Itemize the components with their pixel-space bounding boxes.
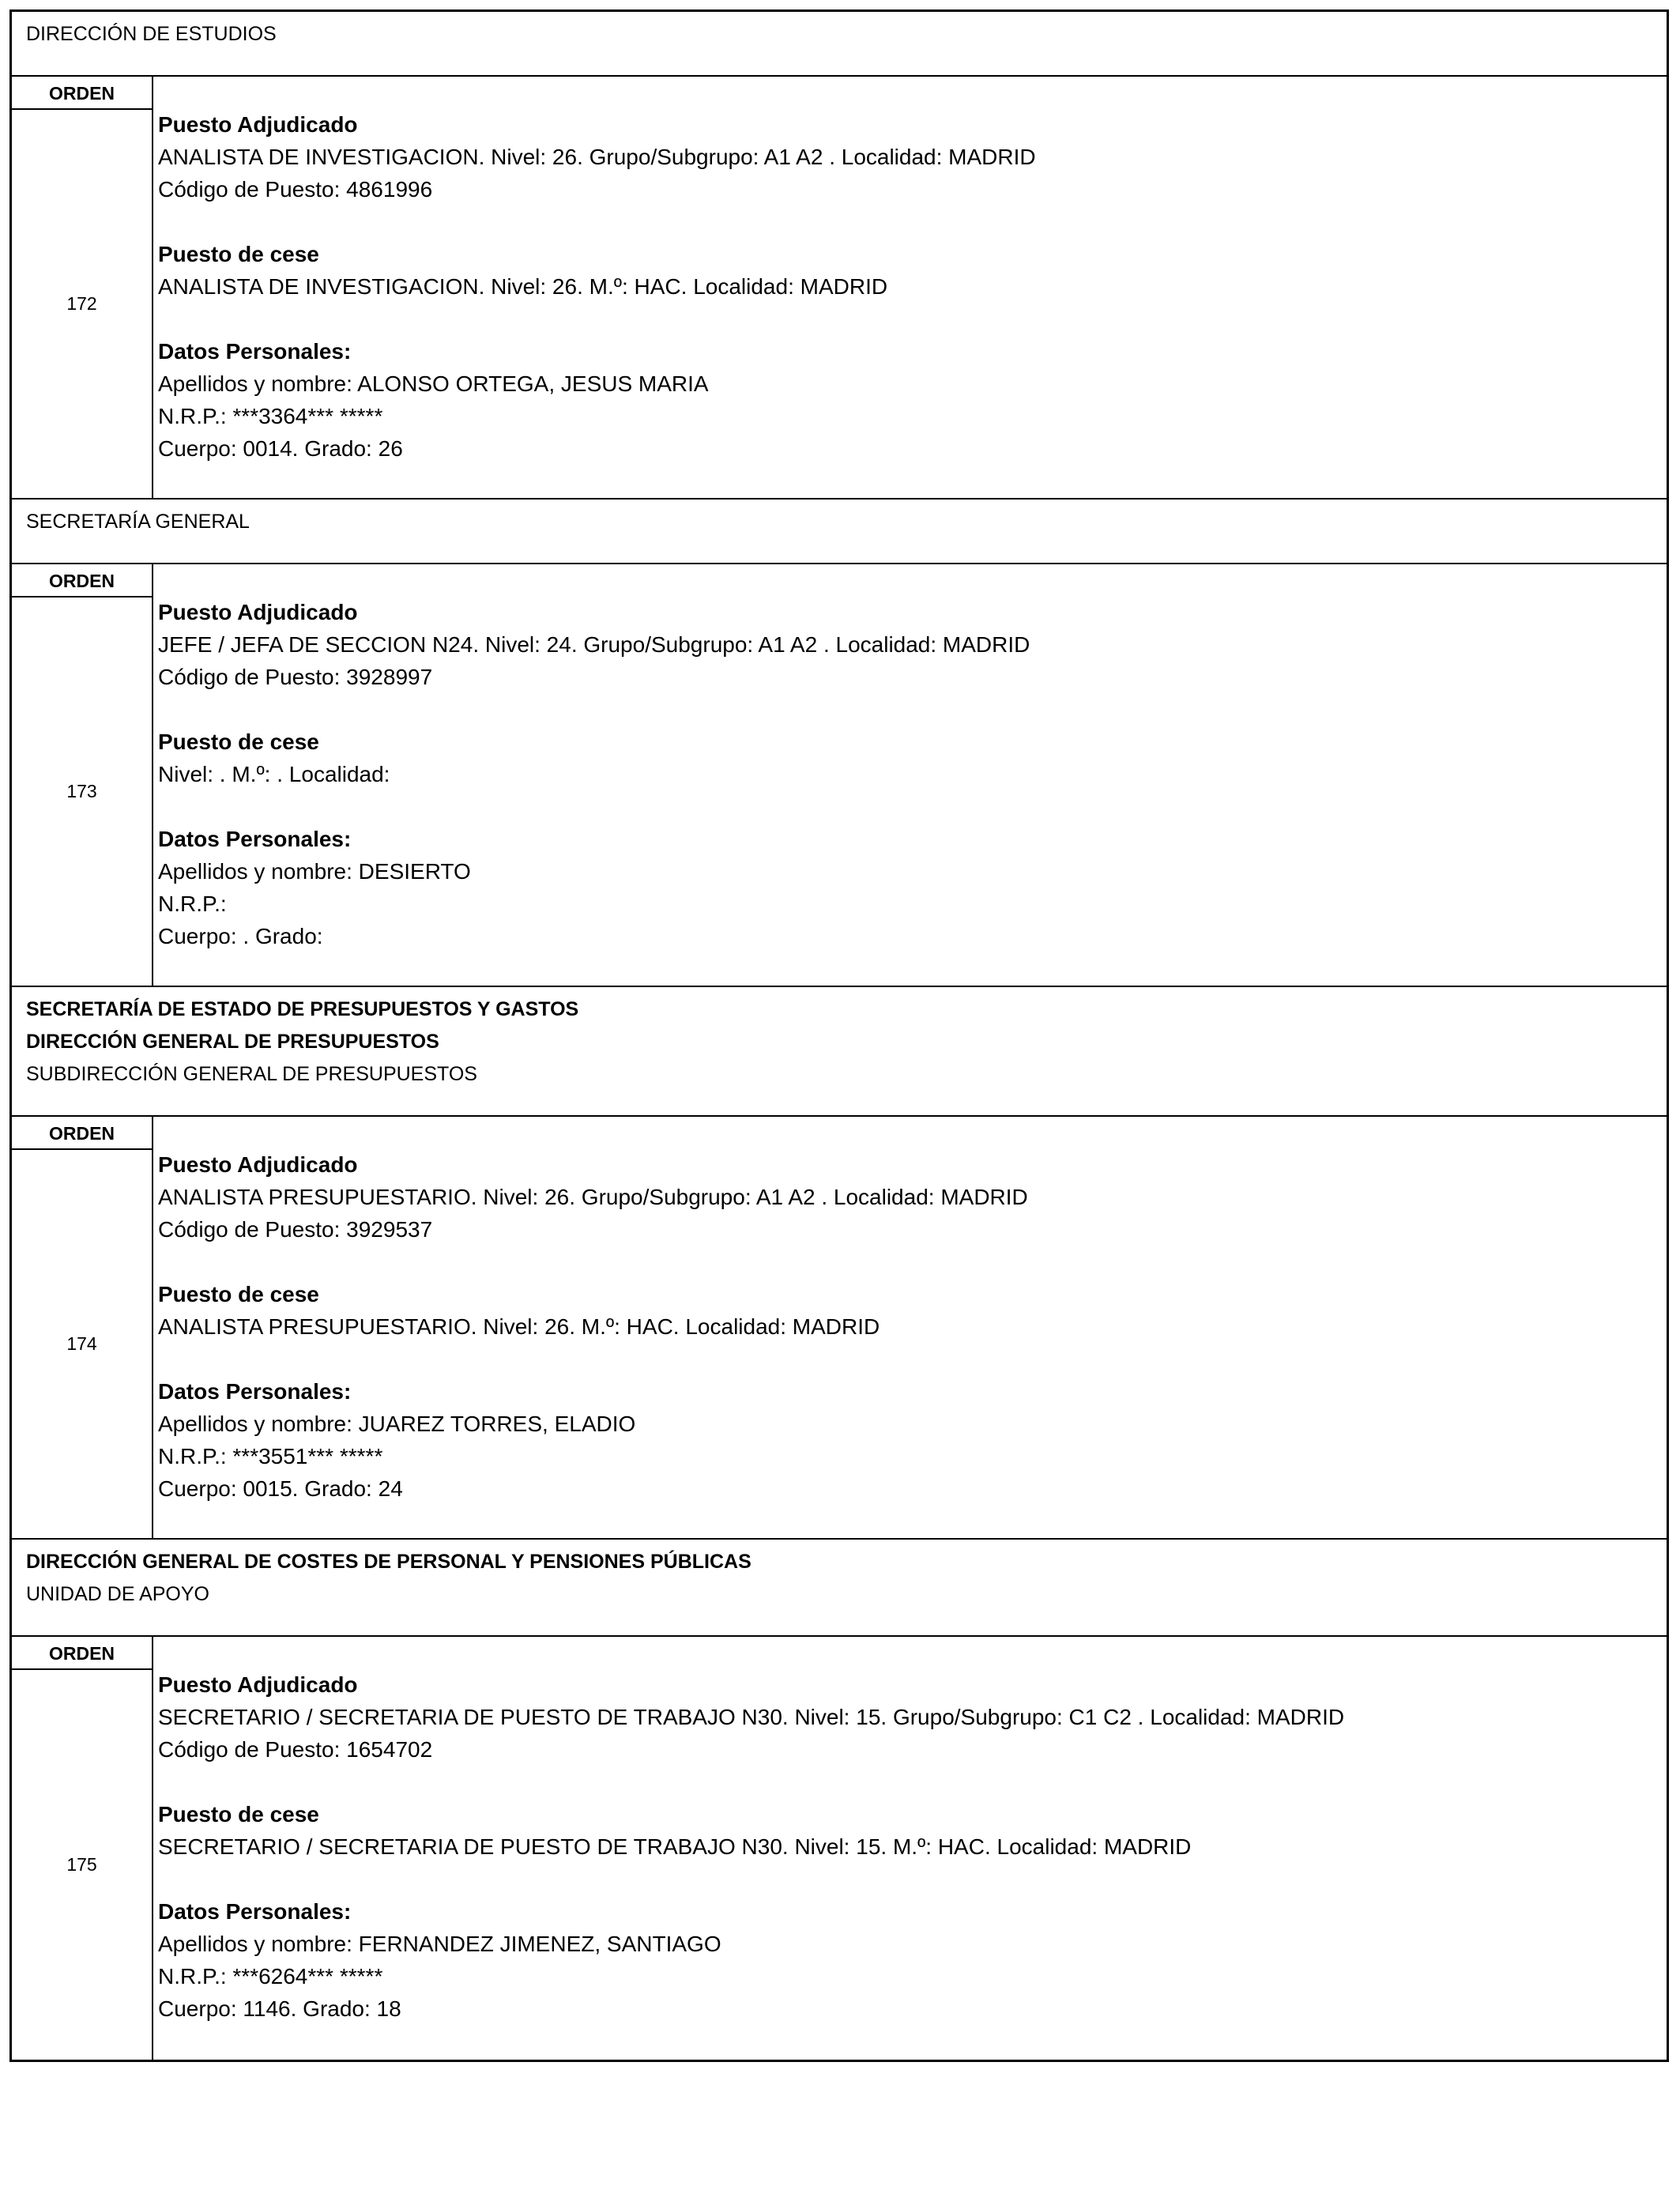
- entry-detail: [153, 1117, 1667, 1538]
- entry-detail: [153, 564, 1667, 986]
- datos-title: Datos Personales:: [158, 827, 352, 851]
- adjudicado-title: Puesto Adjudicado: [158, 1152, 358, 1177]
- header-line: DIRECCIÓN DE ESTUDIOS: [26, 23, 277, 45]
- nrp-line: N.R.P.: ***3364*** *****: [158, 404, 383, 428]
- adjudicado-line: ANALISTA PRESUPUESTARIO. Nivel: 26. Grupo/Subgrupo: A1 A2 . Localidad: MADRID: [158, 1185, 1028, 1209]
- unit-header: [12, 499, 1667, 564]
- cese-title: Puesto de cese: [158, 729, 319, 754]
- cuerpo-line: Cuerpo: . Grado:: [158, 924, 323, 948]
- cuerpo-line: Cuerpo: 0014. Grado: 26: [158, 436, 403, 461]
- codigo-line: Código de Puesto: 3928997: [158, 665, 433, 689]
- orden-number: 172: [66, 293, 97, 314]
- cese-line: ANALISTA PRESUPUESTARIO. Nivel: 26. M.º: HAC. Localidad: MADRID: [158, 1314, 880, 1339]
- codigo-line: Código de Puesto: 3929537: [158, 1217, 433, 1242]
- nrp-line: N.R.P.:: [158, 892, 227, 916]
- adjudicado-title: Puesto Adjudicado: [158, 600, 358, 624]
- nombre-line: Apellidos y nombre: FERNANDEZ JIMENEZ, SANTIAGO: [158, 1932, 721, 1956]
- cuerpo-line: Cuerpo: 0015. Grado: 24: [158, 1476, 403, 1501]
- orden-label: ORDEN: [12, 77, 152, 110]
- table-row: [12, 564, 1667, 987]
- cuerpo-line: Cuerpo: 1146. Grado: 18: [158, 1996, 401, 2021]
- adjudicado-title: Puesto Adjudicado: [158, 112, 358, 137]
- cese-title: Puesto de cese: [158, 242, 319, 266]
- cese-title: Puesto de cese: [158, 1802, 319, 1826]
- entry-detail: [153, 1637, 1667, 2060]
- nombre-line: Apellidos y nombre: JUAREZ TORRES, ELADIO: [158, 1412, 636, 1436]
- nombre-line: Apellidos y nombre: ALONSO ORTEGA, JESUS MARIA: [158, 371, 709, 396]
- header-line: DIRECCIÓN GENERAL DE PRESUPUESTOS: [26, 1031, 439, 1053]
- document-table: [9, 9, 1669, 2062]
- codigo-line: Código de Puesto: 4861996: [158, 177, 433, 202]
- orden-column: [12, 1637, 153, 2060]
- orden-column: [12, 77, 153, 498]
- orden-column: [12, 1117, 153, 1538]
- unit-header: [12, 12, 1667, 77]
- orden-label: ORDEN: [12, 1117, 152, 1150]
- nombre-line: Apellidos y nombre: DESIERTO: [158, 859, 471, 884]
- table-row: [12, 1637, 1667, 2060]
- cese-line: Nivel: . M.º: . Localidad:: [158, 762, 390, 786]
- orden-number: 173: [66, 781, 97, 801]
- datos-title: Datos Personales:: [158, 339, 352, 364]
- datos-title: Datos Personales:: [158, 1379, 352, 1404]
- nrp-line: N.R.P.: ***3551*** *****: [158, 1444, 383, 1468]
- header-line: SUBDIRECCIÓN GENERAL DE PRESUPUESTOS: [26, 1063, 477, 1085]
- header-line: SECRETARÍA DE ESTADO DE PRESUPUESTOS Y GASTOS: [26, 998, 579, 1020]
- unit-header: [12, 1540, 1667, 1637]
- adjudicado-line: SECRETARIO / SECRETARIA DE PUESTO DE TRABAJO N30. Nivel: 15. Grupo/Subgrupo: C1 C2 . Localidad: MADRID: [158, 1705, 1345, 1729]
- adjudicado-line: JEFE / JEFA DE SECCION N24. Nivel: 24. Grupo/Subgrupo: A1 A2 . Localidad: MADRID: [158, 632, 1030, 657]
- header-line: SECRETARÍA GENERAL: [26, 511, 250, 533]
- table-row: [12, 77, 1667, 499]
- orden-column: [12, 564, 153, 986]
- datos-title: Datos Personales:: [158, 1899, 352, 1924]
- header-line: UNIDAD DE APOYO: [26, 1583, 209, 1605]
- orden-number: 174: [66, 1333, 97, 1354]
- cese-line: ANALISTA DE INVESTIGACION. Nivel: 26. M.º: HAC. Localidad: MADRID: [158, 274, 888, 299]
- adjudicado-line: ANALISTA DE INVESTIGACION. Nivel: 26. Grupo/Subgrupo: A1 A2 . Localidad: MADRID: [158, 145, 1036, 169]
- codigo-line: Código de Puesto: 1654702: [158, 1737, 433, 1762]
- orden-label: ORDEN: [12, 564, 152, 598]
- cese-title: Puesto de cese: [158, 1282, 319, 1306]
- table-row: [12, 1117, 1667, 1540]
- nrp-line: N.R.P.: ***6264*** *****: [158, 1964, 383, 1989]
- unit-header: [12, 987, 1667, 1117]
- entry-detail: [153, 77, 1667, 498]
- orden-label: ORDEN: [12, 1637, 152, 1670]
- cese-line: SECRETARIO / SECRETARIA DE PUESTO DE TRABAJO N30. Nivel: 15. M.º: HAC. Localidad: MADRID: [158, 1834, 1192, 1859]
- orden-number: 175: [66, 1854, 97, 1875]
- adjudicado-title: Puesto Adjudicado: [158, 1672, 358, 1697]
- header-line: DIRECCIÓN GENERAL DE COSTES DE PERSONAL Y PENSIONES PÚBLICAS: [26, 1551, 751, 1573]
